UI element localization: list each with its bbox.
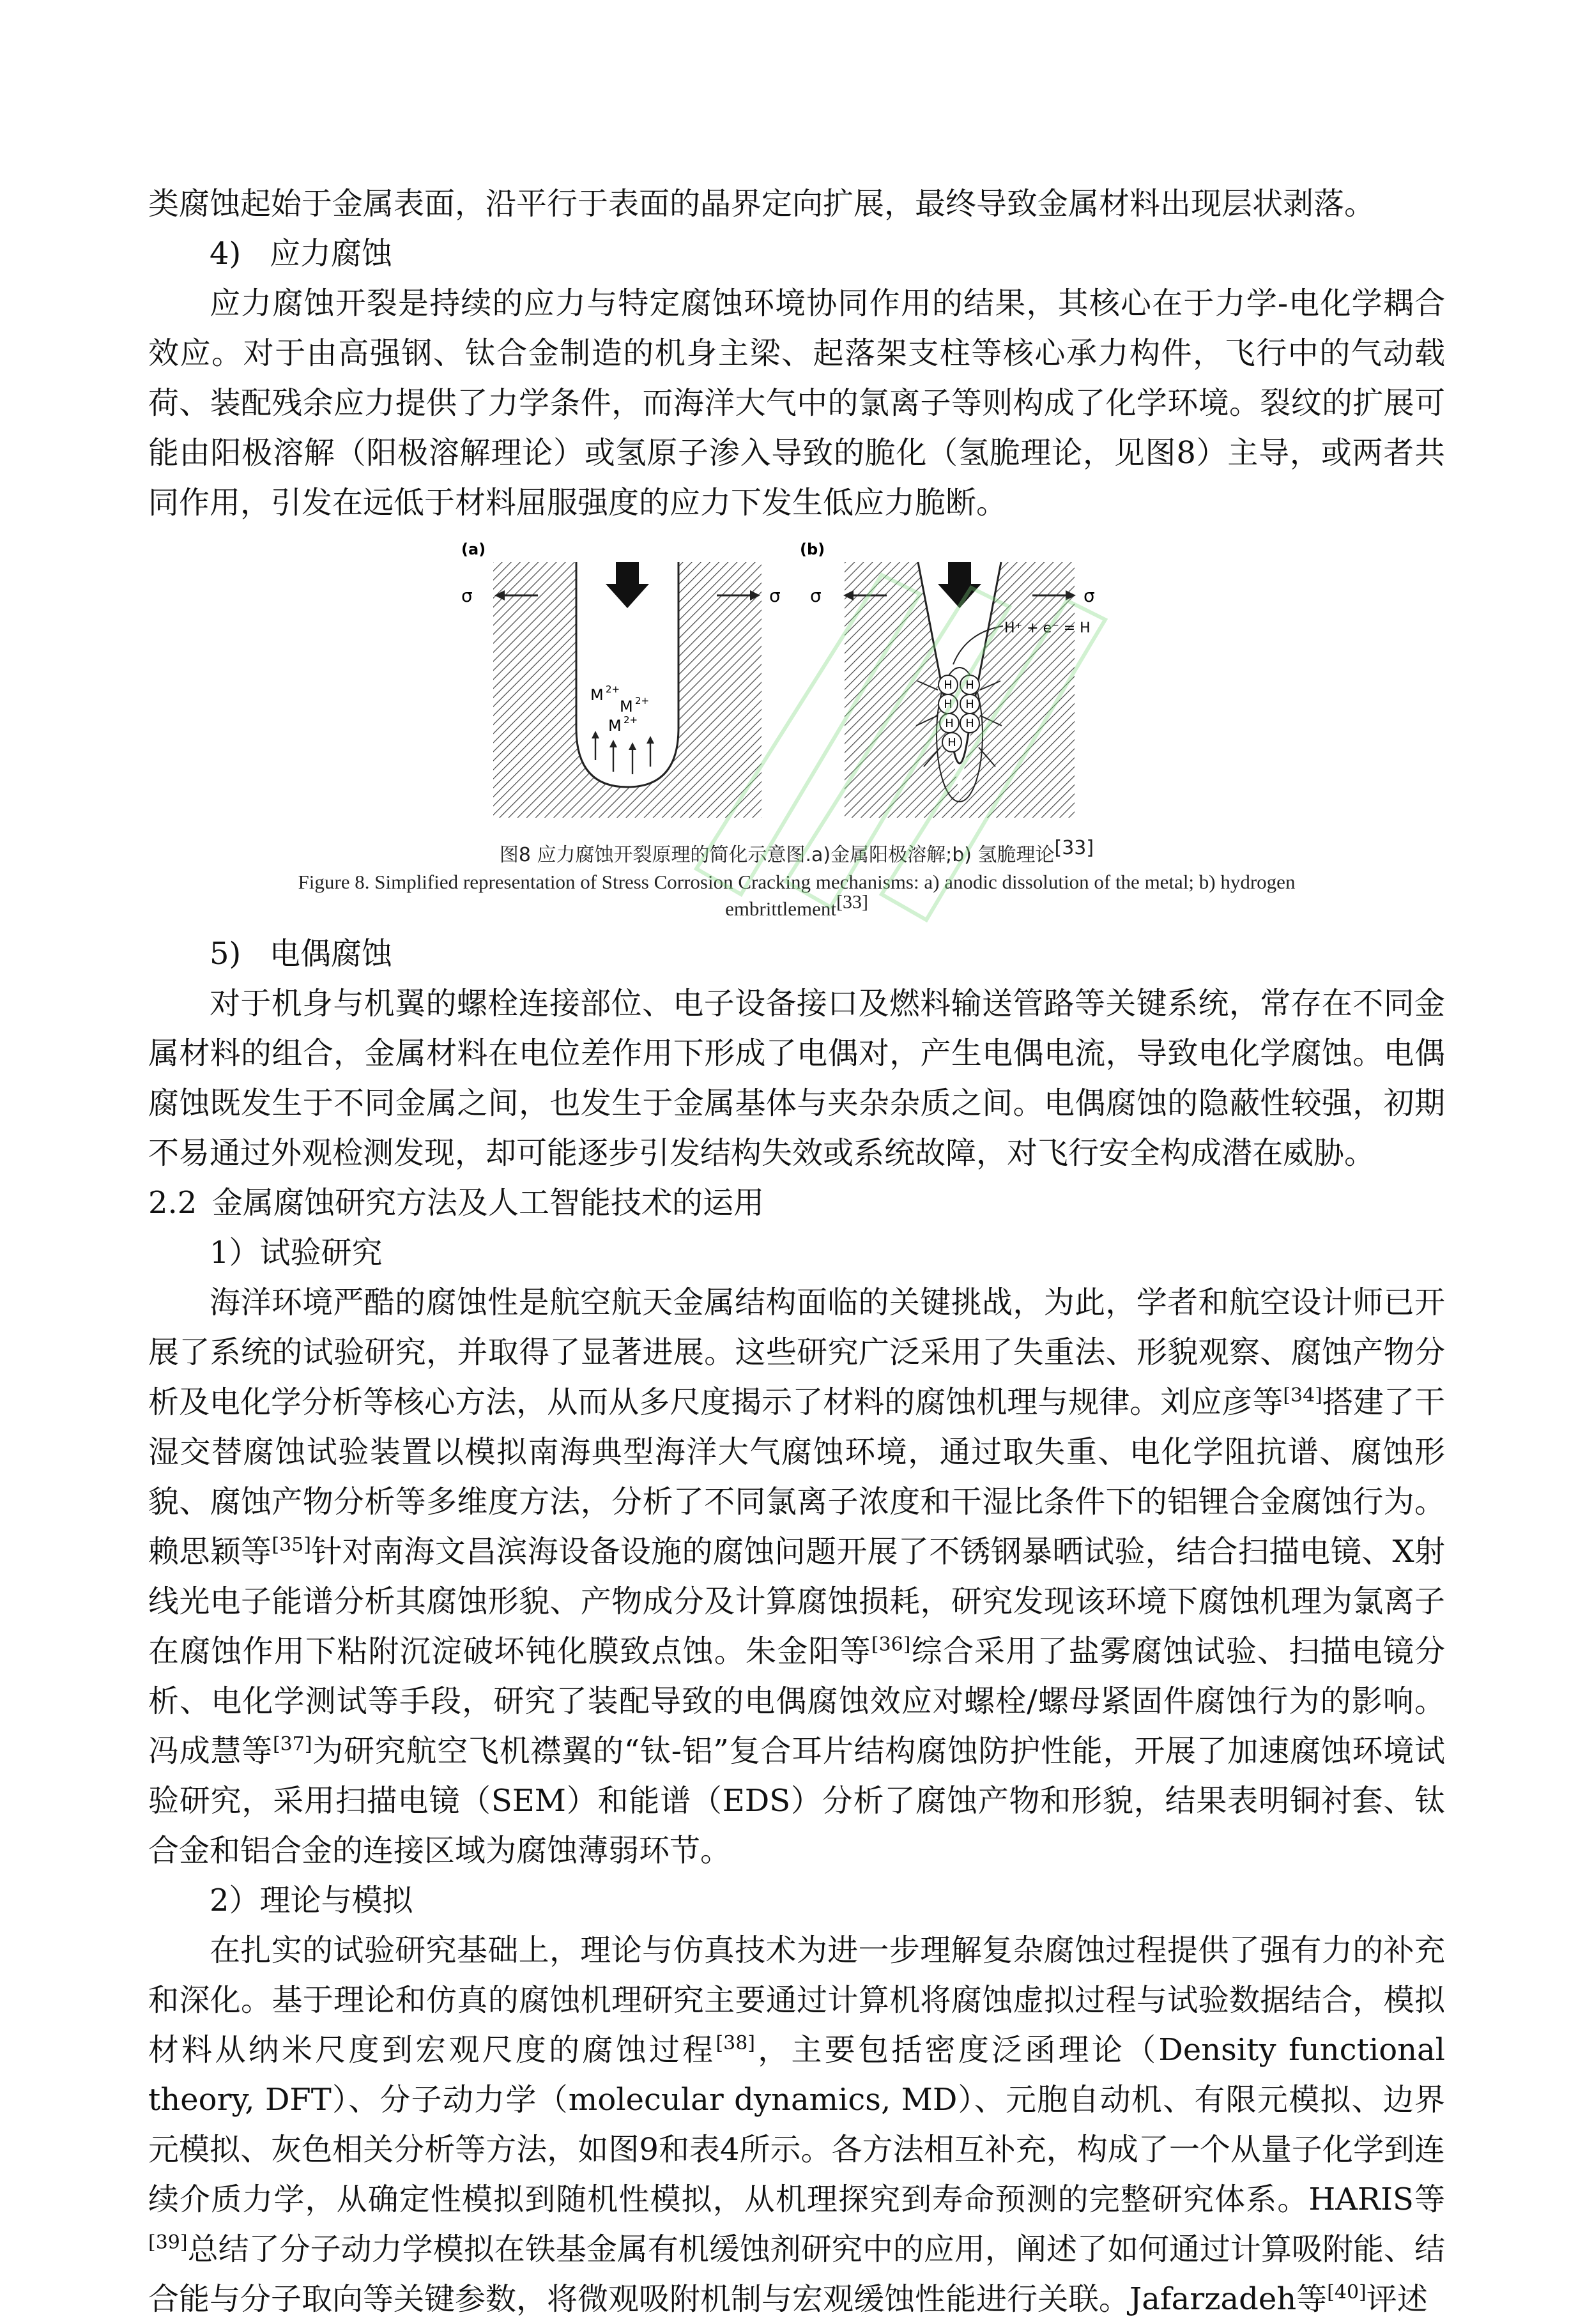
sigma-right-a: σ [769,585,781,606]
panel-b-label: (b) [800,540,825,558]
sigma-right-b: σ [1083,585,1095,606]
paragraph-experimental-research: 海洋环境严酷的腐蚀性是航空航天金属结构面临的关键挑战，为此，学者和航空设计师已开展了系统的试验研究，并取得了显著进展。这些研究广泛采用了失重法、形貌观察、腐蚀产物分析及电化学分析等核心方法，从而从多尺度揭示了材料的腐蚀机理与规律。刘应彦等[34]搭建了干湿交替腐蚀试验装置以模拟南海典型海洋大气腐蚀环境，通过取失重、电化学阻抗谱、腐蚀形貌、腐蚀产物分析等多维度方法，分析了不同氯离子浓度和干湿比条件下的铝锂合金腐蚀行为。赖思颖等[35]针对南海文昌滨海设备设施的腐蚀问题开展了不锈钢暴晒试验，结合扫描电镜、X射线光电子能谱分析其腐蚀形貌、产物成分及计算腐蚀损耗，研究发现该环境下腐蚀机理为氯离子在腐蚀作用下粘附沉淀破坏钝化膜致点蚀。朱金阳等[36]综合采用了盐雾腐蚀试验、扫描电镜分析、电化学测试等手段，研究了装配导致的电偶腐蚀效应对螺栓/螺母紧固件腐蚀行为的影响。冯成慧等[37]为研究航空飞机襟翼的“钛-铝”复合耳片结构腐蚀防护性能，开展了加速腐蚀环境试验研究，采用扫描电镜（SEM）和能谱（EDS）分析了腐蚀产物和形貌，结果表明铜衬套、钛合金和铝合金的连接区域为腐蚀薄弱环节。 [148,1285,1445,1869]
section-heading-2-2: 2.2 金属腐蚀研究方法及人工智能技术的运用 [148,1185,765,1221]
svg-text:H: H [947,736,956,749]
watermark-stamp [671,537,1131,933]
svg-text:H: H [945,717,954,730]
svg-text:2+: 2+ [635,695,650,707]
sigma-left-a: σ [461,585,473,606]
svg-text:M: M [608,717,622,735]
svg-text:M: M [590,686,604,704]
figure-8-caption-en-cont: embrittlement[33] [725,891,868,920]
heading-theory-simulation: 2）理论与模拟 [210,1883,413,1918]
hydrogen-reaction: H⁺ + e⁻ = H [1004,620,1091,636]
figure-8-caption-en: Figure 8. Simplified representation of Stress Corrosion Cracking mechanisms: a) anodic dissolution of the metal; b) hydrogen [298,871,1296,893]
figure-8-caption-cn: 图8 应力腐蚀开裂原理的简化示意图.a)金属阳极溶解;b) 氢脆理论[33] [499,837,1094,866]
svg-text:2+: 2+ [624,714,638,726]
panel-a-label: (a) [461,540,486,558]
svg-text:H: H [965,717,974,730]
heading-experimental-research: 1）试验研究 [210,1235,383,1271]
paragraph-galvanic-corrosion: 对于机身与机翼的螺栓连接部位、电子设备接口及燃料输送管路等关键系统，常存在不同金属材料的组合，金属材料在电位差作用下形成了电偶对，产生电偶电流，导致电化学腐蚀。电偶腐蚀既发生于不同金属之间，也发生于金属基体与夹杂杂质之间。电偶腐蚀的隐蔽性较强，初期不易通过外观检测发现，却可能逐步引发结构失效或系统故障，对飞行安全构成潜在威胁。 [148,986,1445,1171]
paragraph-exfoliation-end: 类腐蚀起始于金属表面，沿平行于表面的晶界定向扩展，最终导致金属材料出现层状剥落。 [148,186,1375,222]
sigma-left-b: σ [810,585,822,606]
svg-text:M: M [620,698,633,715]
svg-text:H: H [965,698,974,711]
paragraph-theory-simulation: 在扎实的试验研究基础上，理论与仿真技术为进一步理解复杂腐蚀过程提供了强有力的补充和深化。基于理论和仿真的腐蚀机理研究主要通过计算机将腐蚀虚拟过程与试验数据结合，模拟材料从纳米尺度到宏观尺度的腐蚀过程[38]，主要包括密度泛函理论（Density functional theory, DFT）、分子动力学（molecular dynamics, MD）、元胞自动机、有限元模拟、边界元模拟、灰色相关分析等方法，如图9和表4所示。各方法相互补充，构成了一个从量子化学到连续介质力学，从确定性模拟到随机性模拟，从机理探究到寿命预测的完整研究体系。HARIS等[39]总结了分子动力学模拟在铁基金属有机缓蚀剂研究中的应用，阐述了如何通过计算吸附能、结合能与分子取向等关键参数，将微观吸附机制与宏观缓蚀性能进行关联。Jafarzadeh等[40]评述 [148,1932,1445,2317]
load-arrow-a-icon [606,562,649,608]
paragraph-stress-corrosion: 应力腐蚀开裂是持续的应力与特定腐蚀环境协同作用的结果，其核心在于力学-电化学耦合效应。对于由高强钢、钛合金制造的机身主梁、起落架支柱等核心承力构件，飞行中的气动载荷、装配残余应力提供了力学条件，而海洋大气中的氯离子等则构成了化学环境。裂纹的扩展可能由阳极溶解（阳极溶解理论）或氢原子渗入导致的脆化（氢脆理论，见图8）主导，或两者共同作用，引发在远低于材料屈服强度的应力下发生低应力脆断。 [148,286,1445,521]
svg-text:H: H [944,678,953,692]
dissolution-arrows-icon [595,737,650,774]
heading-galvanic-corrosion: 5) 电偶腐蚀 [210,936,393,972]
page-content [148,179,1445,2324]
heading-stress-corrosion: 4) 应力腐蚀 [210,236,393,271]
svg-text:2+: 2+ [606,684,620,695]
svg-text:H: H [965,678,974,692]
metal-ions [590,684,649,735]
svg-text:H: H [944,698,953,711]
